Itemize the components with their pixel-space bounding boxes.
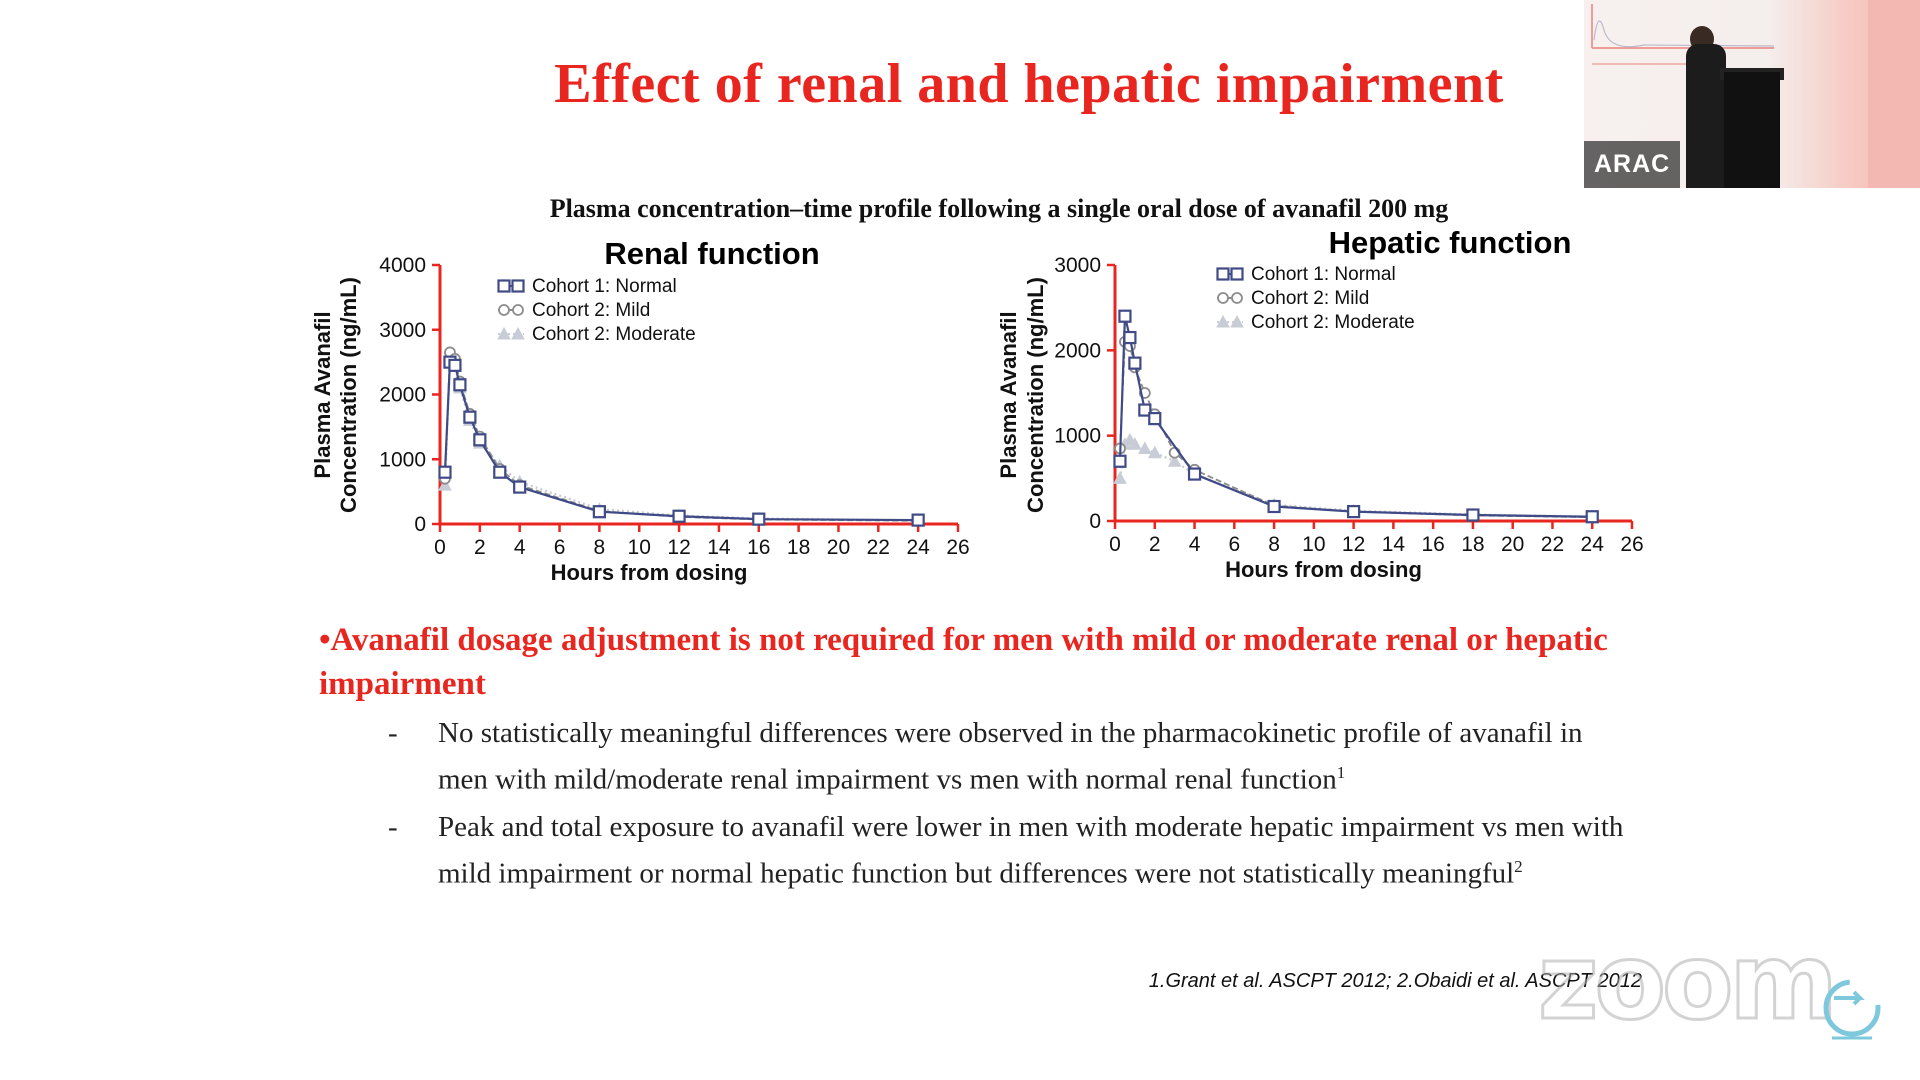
legend-item — [1217, 264, 1396, 285]
legend-marker — [1232, 269, 1243, 280]
projected-screen-glimpse — [1584, 0, 1784, 70]
x-tick-label: 22 — [866, 536, 890, 559]
footnote-marker: 1 — [1336, 763, 1346, 782]
y-tick-label: 0 — [414, 513, 426, 536]
x-tick-label: 16 — [1421, 533, 1445, 556]
figure-caption: Plasma concentration–time profile following a single oral dose of avanafil 200 mg — [549, 194, 1449, 223]
dash-marker: - — [388, 717, 398, 749]
x-tick-label: 12 — [667, 536, 691, 559]
x-tick-label: 10 — [1302, 533, 1326, 556]
y-tick-label: 1000 — [1054, 424, 1101, 448]
x-tick-label: 8 — [593, 536, 606, 559]
x-tick-label: 22 — [1540, 533, 1565, 556]
legend-item — [1217, 288, 1369, 309]
sub-point-renal — [388, 714, 1628, 800]
data-point — [1149, 413, 1160, 424]
dash-marker: - — [388, 810, 398, 843]
participant-name-label: ARAC — [1584, 141, 1680, 188]
x-tick-label: 10 — [627, 536, 651, 559]
x-tick-label: 18 — [786, 536, 811, 559]
stage-backdrop — [1868, 0, 1920, 188]
series-line — [1120, 342, 1592, 517]
x-tick-label: 26 — [946, 536, 970, 559]
data-point — [1129, 358, 1140, 369]
x-tick-label: 2 — [474, 536, 486, 559]
x-tick-label: 6 — [553, 536, 566, 559]
sub-point-hepatic — [388, 808, 1628, 894]
series-cohort-2-mild — [1115, 337, 1597, 522]
y-tick-label: 0 — [1089, 510, 1101, 533]
y-axis-title: Plasma Avanafil — [310, 311, 335, 479]
x-tick-label: 16 — [747, 536, 771, 559]
y-axis-title: Concentration (ng/mL) — [336, 277, 361, 513]
x-axis-title: Hours from dosing — [1225, 557, 1422, 582]
x-tick-label: 4 — [513, 536, 526, 559]
x-tick-label: 26 — [1620, 533, 1644, 556]
data-point — [1348, 506, 1359, 517]
reference-citation: 1.Grant et al. ASCPT 2012; 2.Obaidi et al. ASCPT 2012 — [1148, 970, 1642, 992]
x-tick-label: 2 — [1148, 533, 1161, 556]
legend-label: Cohort 2: Moderate — [1251, 312, 1415, 333]
zoom-watermark: zoom — [1538, 921, 1834, 1043]
data-point — [1269, 501, 1280, 512]
speaker-figure — [1686, 44, 1726, 188]
legend-label: Cohort 2: Mild — [1251, 288, 1370, 309]
x-tick-label: 18 — [1461, 533, 1485, 556]
chart-title: Hepatic function — [1328, 225, 1572, 260]
x-tick-label: 24 — [1580, 533, 1604, 556]
y-tick-label: 1000 — [379, 448, 426, 472]
data-point — [1124, 332, 1135, 343]
y-tick-label: 3000 — [379, 318, 426, 342]
x-tick-label: 0 — [434, 536, 446, 559]
participant-video-tile[interactable] — [1584, 0, 1920, 188]
x-tick-label: 0 — [1109, 533, 1121, 556]
data-point — [1114, 456, 1125, 467]
slide-title: Effect of renal and hepatic impairment — [554, 53, 1504, 115]
x-tick-label: 24 — [906, 536, 930, 559]
series-cohort-1-normal — [1114, 311, 1597, 523]
y-tick-label: 2000 — [1054, 339, 1101, 363]
x-tick-label: 14 — [1381, 533, 1406, 556]
x-tick-label: 6 — [1228, 533, 1241, 556]
legend-label: Cohort 1: Normal — [532, 276, 677, 297]
sub-point-text: No statistically meaningful differences were observed in the pharmacokinetic profile of avanafil in men with mild/moderate renal impairment vs men with normal renal function — [438, 717, 1583, 796]
legend-label: Cohort 2: Mild — [532, 300, 651, 321]
legend-marker — [1218, 269, 1229, 280]
legend-label: Cohort 1: Normal — [1251, 264, 1396, 285]
data-point — [1189, 469, 1200, 480]
x-axis-title: Hours from dosing — [550, 560, 748, 585]
y-tick-label: 4000 — [379, 254, 426, 277]
y-tick-label: 3000 — [1054, 254, 1101, 277]
legend-marker — [1232, 293, 1242, 303]
main-bullet: •Avanafil dosage adjustment is not required for men with mild or moderate renal or hepatic impairment — [319, 622, 1608, 702]
podium — [1724, 72, 1780, 188]
data-point — [1587, 511, 1598, 522]
legend-marker — [1218, 293, 1228, 303]
legend-item — [1217, 312, 1415, 333]
x-tick-label: 14 — [707, 536, 731, 559]
sub-point-text: Peak and total exposure to avanafil were lower in men with moderate hepatic impairment vs men with mild impairment or normal hepatic function but differences were not statistically meaningful — [438, 810, 1624, 890]
series-line — [1120, 316, 1592, 517]
footnote-marker: 2 — [1514, 856, 1523, 876]
y-tick-label: 2000 — [379, 383, 426, 407]
x-tick-label: 20 — [826, 536, 851, 559]
legend-label: Cohort 2: Moderate — [532, 324, 696, 345]
x-tick-label: 4 — [1188, 533, 1201, 556]
y-axis-title: Plasma Avanafil — [996, 311, 1021, 479]
sub-points-list — [388, 714, 1628, 901]
data-point — [1467, 510, 1478, 521]
x-tick-label: 20 — [1501, 533, 1525, 556]
data-point — [1119, 311, 1130, 322]
x-tick-label: 8 — [1268, 533, 1280, 556]
society-logo-icon — [1820, 976, 1884, 1046]
x-tick-label: 12 — [1341, 533, 1366, 556]
y-axis-title: Concentration (ng/mL) — [1023, 277, 1048, 513]
chart-title: Renal function — [604, 236, 820, 271]
